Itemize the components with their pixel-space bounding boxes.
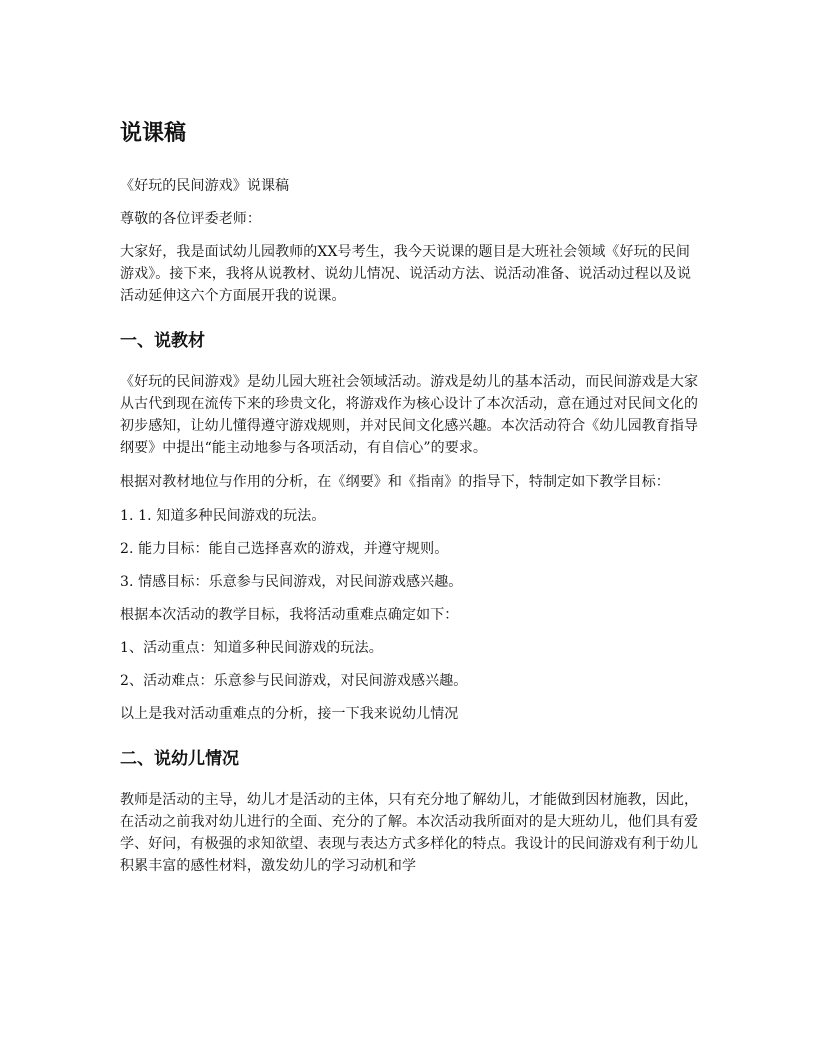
key-point-2: 2、活动难点：乐意参与民间游戏，对民间游戏感兴趣。 — [120, 673, 468, 689]
document-page — [120, 119, 704, 888]
textbook-paragraph-2: 根据对教材地位与作用的分析，在《纲要》和《指南》的指导下，特制定如下教学目标： — [120, 474, 670, 490]
document-title: 说课稿 — [120, 121, 187, 146]
goal-item-1: 1. 1. 知道多种民间游戏的玩法。 — [120, 508, 326, 524]
key-point-1: 1、活动重点：知道多种民间游戏的玩法。 — [120, 640, 383, 656]
children-paragraph-1: 教师是活动的主导，幼儿才是活动的主体，只有充分地了解幼儿，才能做到因材施教，因此，在活动之前我对幼儿进行的全面、充分的了解。本次活动我所面对的是大班幼儿，他们具有爱学、好问，有极强的求知欲望、表现与表达方式多样化的特点。我设计的民间游戏有利于幼儿积累丰富的感性材料，激发幼儿的学习动机和学 — [120, 792, 699, 874]
textbook-transition: 以上是我对活动重难点的分析，接一下我来说幼儿情况 — [120, 706, 459, 722]
intro-paragraph: 大家好，我是面试幼儿园教师的XX号考生，我今天说课的题目是大班社会领域《好玩的民间游戏》。接下来，我将从说教材、说幼儿情况、说活动方法、说活动准备、说活动过程以及说活动延伸这六个方面展开我的说课。 — [120, 244, 692, 304]
section-heading-textbook: 一、说教材 — [120, 331, 205, 351]
salutation: 尊敬的各位评委老师： — [120, 211, 261, 227]
goal-item-2: 2. 能力目标：能自己选择喜欢的游戏，并遵守规则。 — [120, 541, 449, 557]
section-heading-children: 二、说幼儿情况 — [120, 749, 239, 769]
goal-item-3: 3. 情感目标：乐意参与民间游戏，对民间游戏感兴趣。 — [120, 574, 463, 590]
key-points-intro: 根据本次活动的教学目标，我将活动重难点确定如下： — [120, 607, 459, 623]
document-subtitle: 《好玩的民间游戏》说课稿 — [120, 178, 290, 194]
textbook-paragraph-1: 《好玩的民间游戏》是幼儿园大班社会领域活动。游戏是幼儿的基本活动，而民间游戏是大家从古代到现在流传下来的珍贵文化，将游戏作为核心设计了本次活动，意在通过对民间文化的初步感知，让幼儿懂得遵守游戏规则，并对民间文化感兴趣。本次活动符合《幼儿园教育指导纲要》中提出“能主动地参与各项活动，有自信心”的要求。 — [120, 374, 699, 456]
